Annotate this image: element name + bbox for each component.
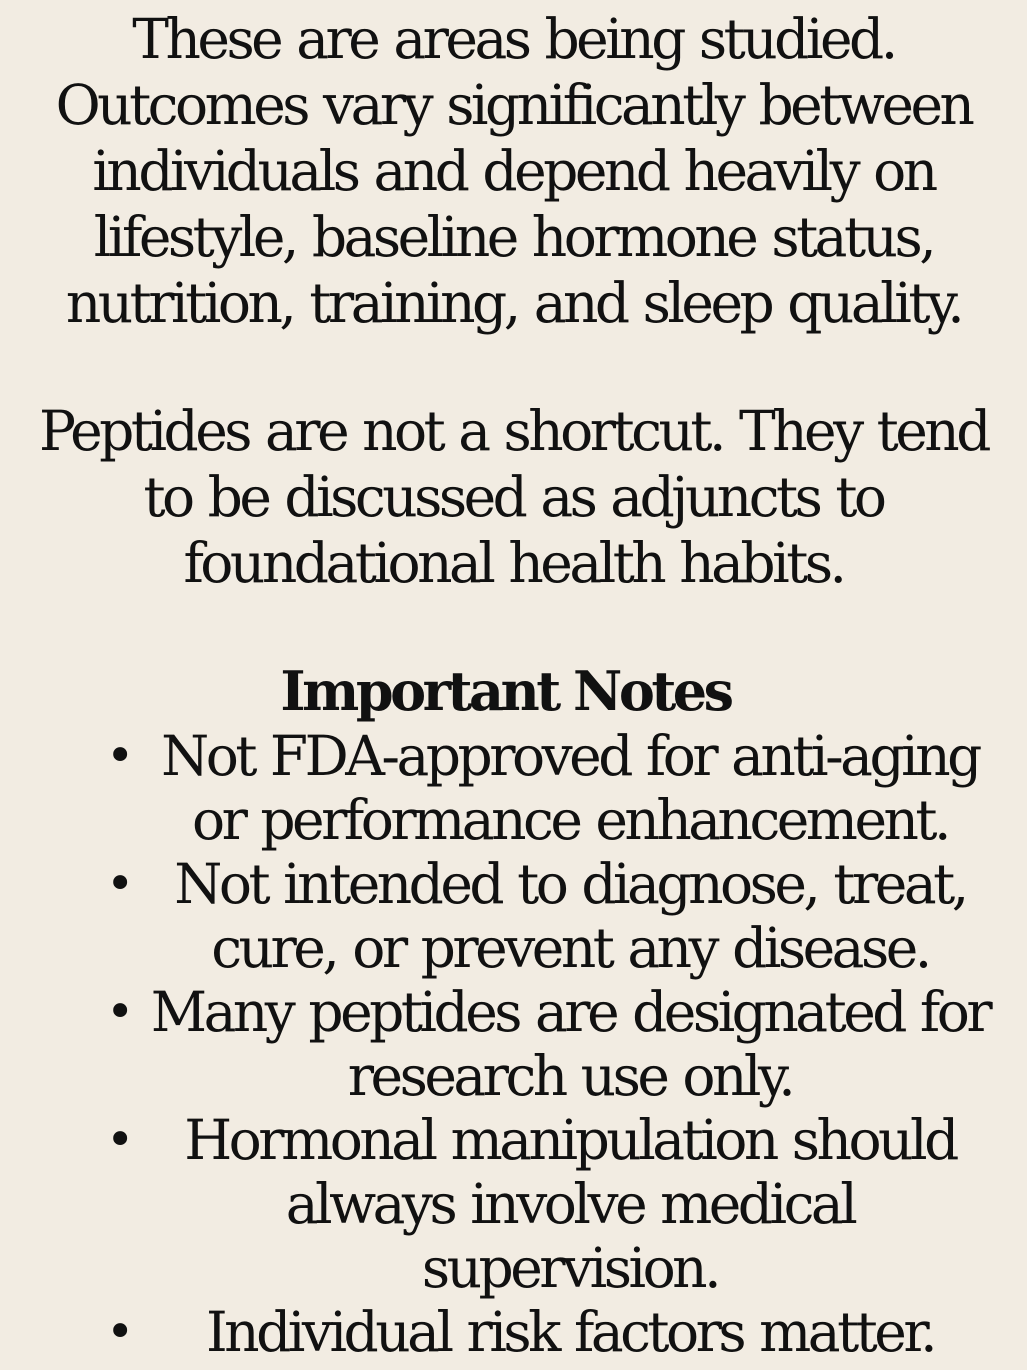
list-item-line: Many peptides are designated for	[150, 980, 990, 1044]
list-item-text	[150, 852, 990, 980]
list-item-line: Individual risk factors matter.	[205, 1300, 935, 1364]
intro-line: lifestyle, baseline hormone status,	[93, 205, 934, 269]
list-item-line: supervision.	[421, 1236, 719, 1300]
list-item-line: research use only.	[347, 1044, 793, 1108]
second-line: Peptides are not a shortcut. They tend	[39, 399, 988, 463]
list-item-text	[150, 1300, 990, 1364]
list-item	[0, 852, 1027, 980]
bullet-icon: •	[106, 856, 135, 912]
intro-line: Outcomes vary significantly between	[55, 73, 972, 137]
notes-list	[0, 724, 1027, 1364]
list-item-line: cure, or prevent any disease.	[211, 916, 929, 980]
intro-line: individuals and depend heavily on	[92, 139, 935, 203]
intro-line: These are areas being studied.	[132, 7, 895, 71]
list-item	[0, 1108, 1027, 1300]
list-item-text	[150, 724, 990, 852]
list-item-line: always involve medical	[285, 1172, 855, 1236]
notes-heading: Important Notes	[280, 659, 731, 723]
list-item-text	[150, 980, 990, 1108]
intro-line: nutrition, training, and sleep quality.	[65, 271, 962, 335]
bullet-icon: •	[106, 1304, 135, 1360]
bullet-icon: •	[106, 1112, 135, 1168]
bullet-icon: •	[106, 728, 135, 784]
second-line: foundational health habits.	[183, 531, 844, 595]
second-line: to be discussed as adjuncts to	[143, 465, 884, 529]
list-item-line: Not FDA-approved for anti-aging	[161, 724, 979, 788]
list-item	[0, 724, 1027, 852]
list-item	[0, 980, 1027, 1108]
list-item-text	[150, 1108, 990, 1300]
list-item-line: or performance enhancement.	[191, 788, 949, 852]
intro-paragraph	[14, 6, 1014, 336]
second-paragraph	[14, 398, 1014, 596]
list-item	[0, 1300, 1027, 1364]
bullet-icon: •	[106, 984, 135, 1040]
list-item-line: Hormonal manipulation should	[184, 1108, 956, 1172]
list-item-line: Not intended to diagnose, treat,	[174, 852, 966, 916]
